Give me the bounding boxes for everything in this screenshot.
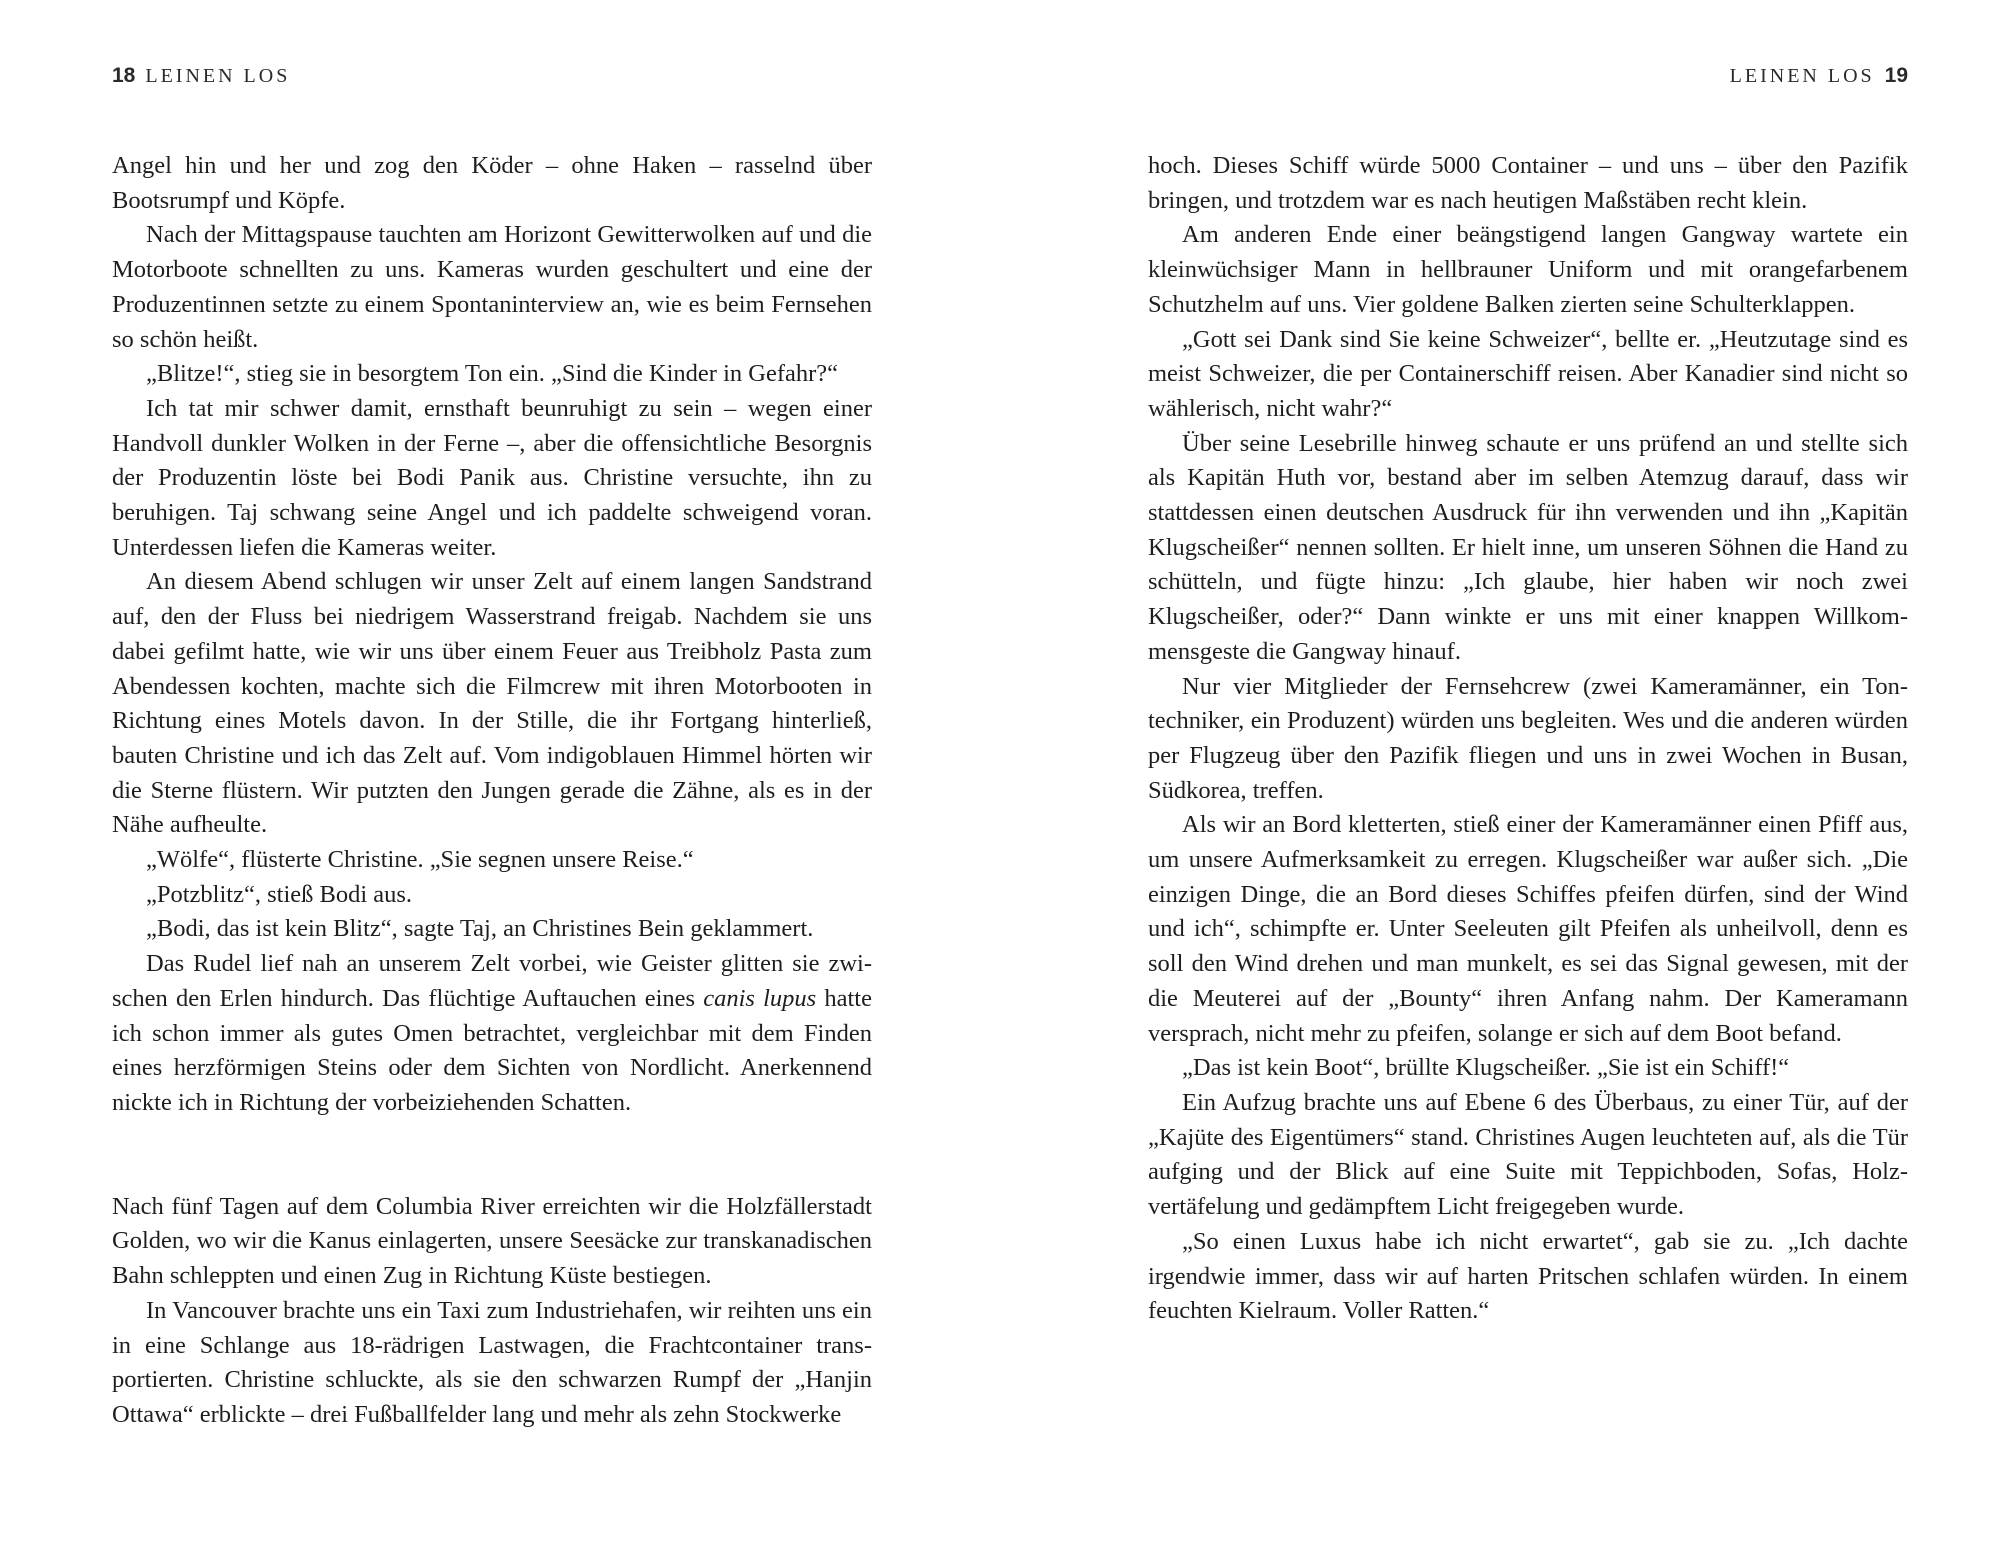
paragraph: hoch. Dieses Schiff würde 5000 Container – und uns – über den Pazifik bringen, und trotzdem war es nach heutigen Maßstäben recht klein. — [1148, 152, 1908, 214]
paragraph: Nach der Mittagspause tauchten am Horizont Gewitterwolken auf und die Motorboote schnellten zu uns. Kameras wurden geschultert und eine der Produzentinnen setzte zu einem Spontaninterview an, wie es beim Fernsehen so schön heißt. — [112, 221, 872, 353]
paragraph — [112, 947, 872, 1121]
latin-term: canis lupus — [703, 984, 817, 1012]
right-page — [1148, 0, 1908, 1556]
left-page-body — [112, 149, 872, 1433]
paragraph: „Blitze!“, stieg sie in besorgtem Ton ein. „Sind die Kinder in Gefahr?“ — [146, 360, 839, 388]
paragraph: Ich tat mir schwer damit, ernsthaft beunruhigt zu sein – wegen einer Handvoll dunkler Wolken in der Ferne –, aber die offensichtliche Besorgnis der Produzentin löste bei Bodi Panik aus. Christine versuchte, ihn zu beruhigen. Taj schwang seine Angel und ich paddelte schweigend voran. Unterdessen liefen die Kameras weiter. — [112, 394, 872, 561]
paragraph-text: Das Rudel lief nah an unserem Zelt vorbei, wie Geister glitten sie zwischen den Erlen hindurch. Das flüchtige Auftauchen eines — [112, 950, 872, 1012]
left-running-title: LEINEN LOS — [145, 65, 291, 87]
left-page — [112, 0, 872, 1556]
paragraph: Über seine Lesebrille hinweg schaute er uns prüfend an und stellte sich als Kapitän Huth vor, bestand aber im selben Atemzug darauf, dass wir stattdessen einen deutschen Ausdruck für ihn verwenden und ihn „Kapitän Klugscheißer“ nennen sollten. Er hielt inne, um unseren Söhnen die Hand zu schütteln, und fügte hinzu: „Ich glaube, hier haben wir noch zwei Klugscheißer, oder?“ Dann winkte er uns mit einer knappen Willkommensgeste die Gangway hinauf. — [1148, 429, 1908, 665]
paragraph: „So einen Luxus habe ich nicht erwartet“, gab sie zu. „Ich dachte irgendwie immer, dass wir auf harten Pritschen schlafen würden. In einem feuchten Kielraum. Voller Ratten.“ — [1148, 1227, 1908, 1325]
paragraph: In Vancouver brachte uns ein Taxi zum Industriehafen, wir reihten uns ein in eine Schlange aus 18-rädrigen Lastwagen, die Frachtcontainer transportierten. Christine schluckte, als sie den schwarzen Rumpf der „Hanjin Ottawa“ erblickte – drei Fußballfelder lang und mehr als zehn Stockwerke — [112, 1296, 872, 1428]
paragraph: „Gott sei Dank sind Sie keine Schweizer“, bellte er. „Heutzutage sind es meist Schweizer, die per Containerschiff reisen. Aber Kanadier sind nicht so wählerisch, nicht wahr?“ — [1148, 325, 1908, 422]
right-running-head — [1148, 64, 1908, 88]
right-running-title: LEINEN LOS — [1729, 65, 1875, 87]
paragraph: Ein Aufzug brachte uns auf Ebene 6 des Überbaus, zu einer Tür, auf der „Kajüte des Eigentümers“ stand. Christines Augen leuchteten auf, als die Tür aufging und der Blick auf eine Suite mit Teppichboden, Sofas, Holzvertäfelung und gedämpftem Licht freigegeben wurde. — [1148, 1088, 1908, 1221]
paragraph: Nur vier Mitglieder der Fernsehcrew (zwei Kameramänner, ein Tontechniker, ein Produzent) würden uns begleiten. Wes und die anderen würden per Flugzeug über den Pazifik fliegen und uns in zwei Wochen in Busan, Südkorea, treffen. — [1148, 672, 1908, 804]
paragraph: An diesem Abend schlugen wir unser Zelt auf einem langen Sandstrand auf, den der Fluss bei niedrigem Wasserstrand freigab. Nachdem sie uns dabei gefilmt hatte, wie wir uns über einem Feuer aus Treibholz Pasta zum Abendessen kochten, machte sich die Filmcrew mit ihren Motorbooten in Richtung eines Motels davon. In der Stille, die ihr Fortgang hinterließ, bauten Christine und ich das Zelt auf. Vom indigoblauen Himmel hörten wir die Sterne flüstern. Wir putzten den Jungen gerade die Zähne, als es in der Nähe aufheulte. — [112, 568, 872, 839]
right-page-body — [1148, 149, 1908, 1329]
paragraph: „Bodi, das ist kein Blitz“, sagte Taj, an Christines Bein geklammert. — [146, 915, 814, 943]
paragraph: Am anderen Ende einer beängstigend langen Gangway wartete ein kleinwüchsiger Mann in hellbrauner Uniform und mit orangefarbenem Schutzhelm auf uns. Vier goldene Balken zierten seine Schulterklappen. — [1148, 221, 1908, 318]
paragraph: „Potzblitz“, stieß Bodi aus. — [146, 880, 413, 908]
paragraph: Angel hin und her und zog den Köder – ohne Haken – rasselnd über Bootsrumpf und Köpfe. — [112, 152, 872, 214]
paragraph: „Wölfe“, flüsterte Christine. „Sie segnen unsere Reise.“ — [146, 846, 694, 874]
paragraph-text: hatte ich schon immer als gutes Omen betrachtet, vergleichbar mit dem Finden eines herzförmigen Steins oder dem Sichten von Nordlicht. Anerkennend nickte ich in Richtung der vorbeiziehenden Schatten. — [112, 984, 872, 1116]
paragraph: Nach fünf Tagen auf dem Columbia River erreichten wir die Holzfällerstadt Golden, wo wir die Kanus einlagerten, unsere Seesäcke zur transkanadischen Bahn schleppten und einen Zug in Richtung Küste bestiegen. — [112, 1192, 872, 1290]
paragraph: Als wir an Bord kletterten, stieß einer der Kameramänner einen Pfiff aus, um unsere Aufmerksamkeit zu erregen. Klugscheißer war außer sich. „Die einzigen Dinge, die an Bord dieses Schiffes pfeifen dürfen, sind der Wind und ich“, schimpfte er. Unter Seeleuten gilt Pfeifen als unheilvoll, denn es soll den Wind drehen und man munkelt, es sei das Signal gewesen, mit der die Meuterei auf der „Bounty“ ihren Anfang nahm. Der Kameramann versprach, nicht mehr zu pfeifen, solange er sich auf dem Boot befand. — [1148, 811, 1908, 1047]
left-running-head — [112, 64, 872, 88]
paragraph: „Das ist kein Boot“, brüllte Klugscheißer. „Sie ist ein Schiff!“ — [1182, 1054, 1790, 1082]
left-page-number: 18 — [112, 64, 136, 87]
right-page-number: 19 — [1884, 64, 1908, 87]
